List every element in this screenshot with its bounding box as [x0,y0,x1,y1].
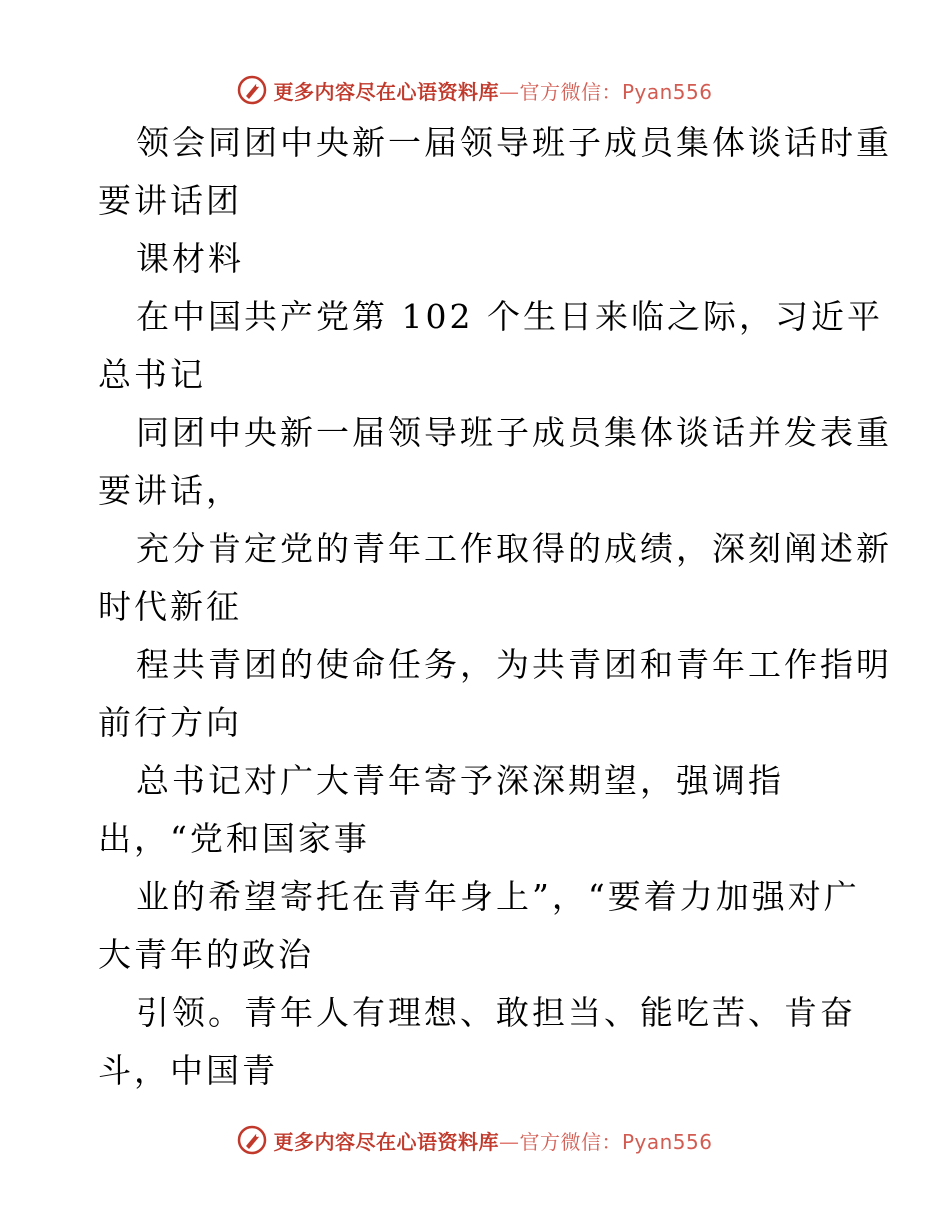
text-line: 领会同团中央新一届领导班子成员集体谈话时重 [136,123,892,162]
text-line: 要讲话， [98,471,242,510]
text-line: 引领。青年人有理想、敢担当、能吃苦、肯奋 [136,993,856,1032]
text-line: 时代新征 [98,587,242,626]
text-line: 同团中央新一届领导班子成员集体谈话并发表重 [136,413,892,452]
text-line: 业的希望寄托在青年身上”，“要着力加强对广 [136,877,860,916]
text-line: 总书记对广大青年寄予深深期望，强调指 [136,761,784,800]
footer-watermark [0,1120,950,1160]
pen-nib-logo-icon [237,75,267,105]
banner-title: 更多内容尽在心语资料库 [273,79,499,104]
document-body [98,114,892,1100]
banner-separator: — [498,79,520,104]
banner-contact: 官方微信：Pyan556 [519,1129,713,1154]
text-line: 在中国共产党第 102 个生日来临之际，习近平 [136,297,883,336]
text-line: 大青年的政治 [98,935,314,974]
text-line: 程共青团的使命任务，为共青团和青年工作指明 [136,645,892,684]
text-line: 前行方向 [98,703,242,742]
text-line: 斗，中国青 [98,1051,278,1090]
banner-title: 更多内容尽在心语资料库 [273,1129,499,1154]
text-line: 总书记 [98,355,206,394]
header-watermark [0,70,950,110]
banner-contact: 官方微信：Pyan556 [519,79,713,104]
text-line: 充分肯定党的青年工作取得的成绩，深刻阐述新 [136,529,892,568]
pen-nib-logo-icon [237,1125,267,1155]
text-line: 课材料 [136,239,244,278]
banner-separator: — [498,1129,520,1154]
text-line: 出，“党和国家事 [98,819,370,858]
text-line: 要讲话团 [98,181,242,220]
